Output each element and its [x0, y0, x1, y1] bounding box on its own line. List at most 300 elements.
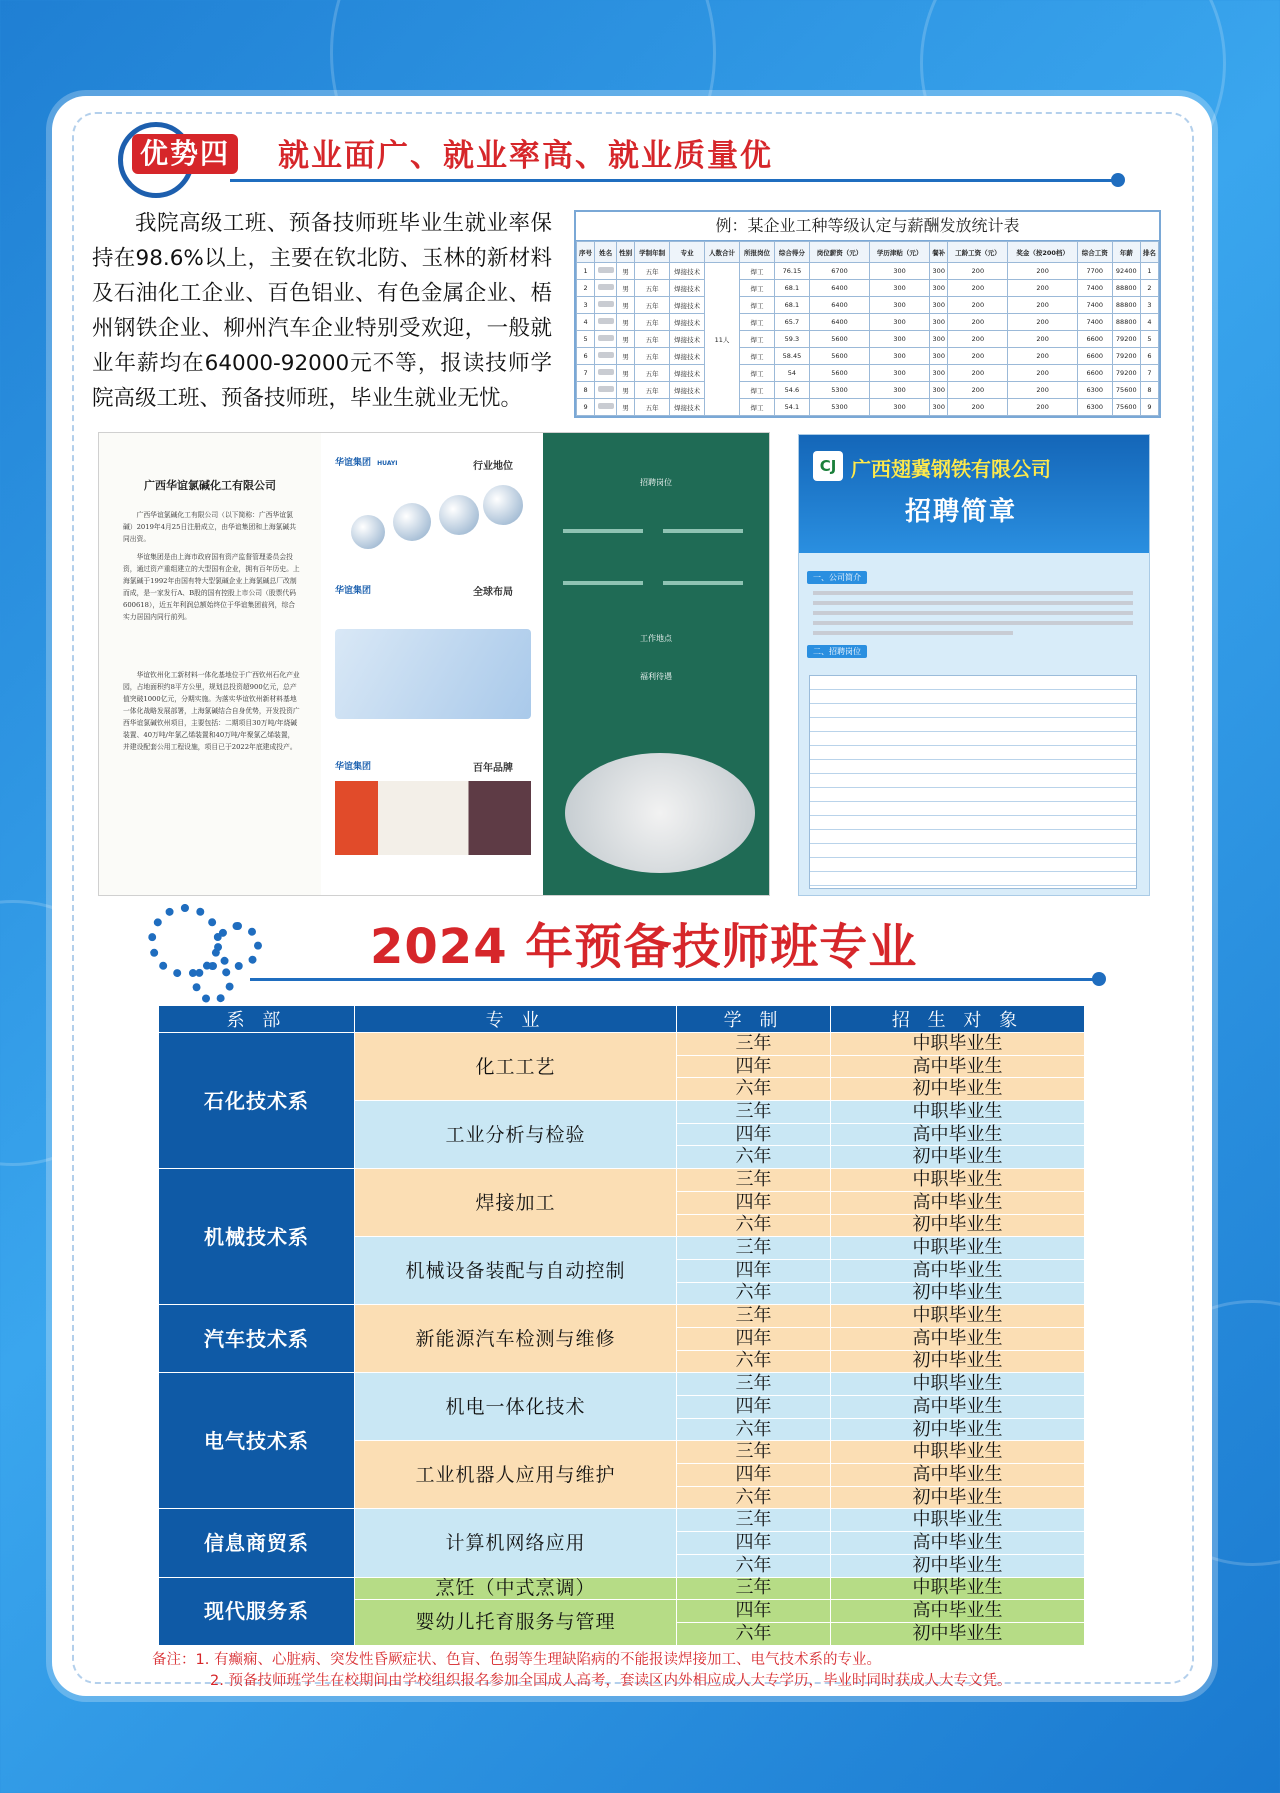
duration-cell: 六年	[677, 1214, 831, 1237]
duration-cell: 四年	[677, 1532, 831, 1555]
target-cell: 中职毕业生	[831, 1509, 1085, 1532]
target-cell: 初中毕业生	[831, 1350, 1085, 1373]
advantage-title: 就业面广、就业率高、就业质量优	[278, 138, 773, 174]
salary-header-cell: 性别	[617, 242, 635, 263]
salary-header-cell: 年薪	[1112, 242, 1140, 263]
world-map-graphic	[335, 629, 531, 719]
salary-cell: 300	[930, 297, 948, 314]
salary-cell: 200	[948, 399, 1008, 416]
salary-name-redacted	[595, 280, 617, 297]
salary-row	[577, 331, 1159, 348]
salary-cell: 焊工	[740, 399, 775, 416]
salary-cell: 男	[617, 365, 635, 382]
salary-cell: 7400	[1077, 314, 1112, 331]
duration-cell: 四年	[677, 1123, 831, 1146]
placeholder-line	[563, 529, 643, 533]
salary-row	[577, 297, 1159, 314]
steel-logo-icon: CJ	[813, 451, 843, 481]
salary-cell: 焊接技术	[670, 331, 705, 348]
duration-cell: 四年	[677, 1191, 831, 1214]
salary-cell: 7400	[1077, 297, 1112, 314]
salary-name-redacted	[595, 365, 617, 382]
duration-cell: 四年	[677, 1396, 831, 1419]
target-cell: 高中毕业生	[831, 1055, 1085, 1078]
target-cell: 高中毕业生	[831, 1396, 1085, 1419]
salary-cell: 4	[577, 314, 595, 331]
salary-cell: 300	[870, 382, 930, 399]
salary-cell: 5600	[809, 331, 869, 348]
target-cell: 中职毕业生	[831, 1441, 1085, 1464]
header-duration: 学 制	[677, 1006, 831, 1033]
target-cell: 初中毕业生	[831, 1078, 1085, 1101]
salary-row	[577, 399, 1159, 416]
salary-cell: 焊接技术	[670, 314, 705, 331]
salary-cell: 5600	[809, 365, 869, 382]
century-brand-heading: 百年品牌	[473, 763, 513, 774]
note-1	[152, 1650, 1011, 1671]
duration-cell: 三年	[677, 1237, 831, 1260]
note-1-text: 1. 有癫痫、心脏病、突发性昏厥症状、色盲、色弱等生理缺陷病的不能报读焊接加工、电气技术系的专业。	[195, 1652, 881, 1668]
target-cell: 中职毕业生	[831, 1237, 1085, 1260]
salary-cell: 焊工	[740, 348, 775, 365]
salary-cell: 6600	[1077, 331, 1112, 348]
salary-cell: 6	[1140, 348, 1158, 365]
salary-cell: 男	[617, 314, 635, 331]
target-cell: 高中毕业生	[831, 1123, 1085, 1146]
brochure-page-3	[543, 433, 769, 895]
salary-cell: 焊接技术	[670, 399, 705, 416]
salary-cell: 1	[577, 263, 595, 280]
steel-recruitment-image	[798, 434, 1150, 896]
major-cell: 烹饪（中式烹调）	[355, 1577, 677, 1600]
salary-cell: 54.1	[774, 399, 809, 416]
duration-cell: 六年	[677, 1418, 831, 1441]
office-photo	[565, 753, 755, 873]
major-cell: 计算机网络应用	[355, 1509, 677, 1577]
steel-ad-header	[799, 435, 1149, 553]
duration-cell: 六年	[677, 1146, 831, 1169]
major-cell: 机械设备装配与自动控制	[355, 1237, 677, 1305]
duration-cell: 四年	[677, 1055, 831, 1078]
salary-cell: 3	[1140, 297, 1158, 314]
salary-cell: 五年	[635, 331, 670, 348]
salary-cell: 88800	[1112, 280, 1140, 297]
brochure-page-2	[321, 433, 544, 895]
notes	[152, 1650, 1011, 1692]
program-row	[159, 1373, 1085, 1396]
duration-cell: 六年	[677, 1282, 831, 1305]
salary-cell: 300	[930, 365, 948, 382]
underline-dot-icon	[1111, 173, 1125, 187]
gear-icon	[192, 962, 234, 1004]
duration-cell: 六年	[677, 1078, 831, 1101]
industry-spheres-graphic	[341, 485, 527, 563]
target-cell: 中职毕业生	[831, 1101, 1085, 1124]
header-major: 专 业	[355, 1006, 677, 1033]
salary-cell: 200	[1008, 314, 1077, 331]
salary-cell: 92400	[1112, 263, 1140, 280]
salary-cell: 300	[930, 399, 948, 416]
salary-cell: 300	[870, 331, 930, 348]
program-row	[159, 1305, 1085, 1328]
placeholder-line	[663, 529, 743, 533]
global-layout-heading: 全球布局	[473, 587, 513, 598]
target-cell: 中职毕业生	[831, 1577, 1085, 1600]
major-cell: 工业机器人应用与维护	[355, 1441, 677, 1509]
salary-cell: 79200	[1112, 348, 1140, 365]
placeholder-line	[663, 581, 743, 585]
target-cell: 高中毕业生	[831, 1191, 1085, 1214]
duration-cell: 三年	[677, 1441, 831, 1464]
salary-cell: 焊工	[740, 365, 775, 382]
salary-cell: 五年	[635, 280, 670, 297]
salary-cell: 200	[948, 297, 1008, 314]
salary-header-cell: 岗位薪资（元）	[809, 242, 869, 263]
major-cell: 焊接加工	[355, 1169, 677, 1237]
target-cell: 初中毕业生	[831, 1486, 1085, 1509]
salary-cell: 焊接技术	[670, 348, 705, 365]
salary-cell: 7	[1140, 365, 1158, 382]
salary-header-cell: 排名	[1140, 242, 1158, 263]
duration-cell: 三年	[677, 1509, 831, 1532]
badge-label: 优势四	[132, 134, 238, 174]
salary-header-cell: 综合工资	[1077, 242, 1112, 263]
salary-cell: 200	[948, 382, 1008, 399]
salary-name-redacted	[595, 348, 617, 365]
salary-cell: 五年	[635, 365, 670, 382]
salary-cell: 焊工	[740, 331, 775, 348]
salary-cell: 5	[577, 331, 595, 348]
salary-cell: 焊接技术	[670, 280, 705, 297]
title-underline	[230, 179, 1116, 182]
salary-row	[577, 365, 1159, 382]
salary-cell: 200	[1008, 263, 1077, 280]
salary-cell: 焊接技术	[670, 365, 705, 382]
work-location-heading: 工作地点	[640, 634, 672, 643]
salary-cell: 88800	[1112, 314, 1140, 331]
department-cell: 信息商贸系	[159, 1509, 355, 1577]
placeholder-line	[563, 581, 643, 585]
brochure-page-1	[99, 433, 322, 895]
salary-header-cell: 学历津贴（元）	[870, 242, 930, 263]
steel-company-name: 广西翅冀钢铁有限公司	[851, 457, 1051, 481]
salary-cell: 8	[577, 382, 595, 399]
duration-cell: 三年	[677, 1577, 831, 1600]
salary-cell: 五年	[635, 297, 670, 314]
salary-cell: 200	[1008, 399, 1077, 416]
duration-cell: 三年	[677, 1169, 831, 1192]
salary-cell: 焊接技术	[670, 263, 705, 280]
note-2: 2. 预备技师班学生在校期间由学校组织报名参加全国成人高考，套读区内外相应成人大专学历，毕业时同时获成人大专文凭。	[210, 1673, 1012, 1689]
target-cell: 初中毕业生	[831, 1622, 1085, 1645]
salary-name-redacted	[595, 331, 617, 348]
salary-cell: 1	[1140, 263, 1158, 280]
salary-cell: 68.1	[774, 280, 809, 297]
brochure-company-title: 广西华谊氯碱化工有限公司	[144, 479, 276, 492]
salary-cell: 焊工	[740, 382, 775, 399]
salary-cell: 54.6	[774, 382, 809, 399]
note-label: 备注：	[152, 1652, 196, 1668]
salary-header-cell: 所报岗位	[740, 242, 775, 263]
target-cell: 初中毕业生	[831, 1554, 1085, 1577]
target-cell: 中职毕业生	[831, 1033, 1085, 1056]
major-cell: 化工工艺	[355, 1033, 677, 1101]
placeholder-line	[813, 591, 1133, 595]
huayi-brochure-image	[98, 432, 770, 896]
duration-cell: 三年	[677, 1305, 831, 1328]
salary-cell: 5300	[809, 399, 869, 416]
salary-cell: 75600	[1112, 399, 1140, 416]
salary-cell: 200	[948, 365, 1008, 382]
salary-cell: 9	[1140, 399, 1158, 416]
salary-cell: 3	[577, 297, 595, 314]
salary-cell: 五年	[635, 382, 670, 399]
salary-cell: 300	[930, 331, 948, 348]
salary-cell: 300	[870, 348, 930, 365]
salary-cell: 9	[577, 399, 595, 416]
salary-cell: 6600	[1077, 348, 1112, 365]
salary-cell: 300	[870, 263, 930, 280]
duration-cell: 三年	[677, 1033, 831, 1056]
salary-cell: 75600	[1112, 382, 1140, 399]
salary-cell: 5	[1140, 331, 1158, 348]
header-target: 招 生 对 象	[831, 1006, 1085, 1033]
huayi-logo	[335, 455, 398, 468]
duration-cell: 四年	[677, 1600, 831, 1623]
target-cell: 高中毕业生	[831, 1600, 1085, 1623]
salary-cell: 8	[1140, 382, 1158, 399]
salary-cell: 6	[577, 348, 595, 365]
header-department: 系 部	[159, 1006, 355, 1033]
huayi-logo-name: 华谊集团	[335, 458, 372, 468]
department-cell: 机械技术系	[159, 1169, 355, 1305]
salary-table-panel	[574, 210, 1161, 418]
industry-position-heading: 行业地位	[473, 461, 513, 472]
salary-name-redacted	[595, 399, 617, 416]
salary-cell: 焊工	[740, 297, 775, 314]
salary-row	[577, 263, 1159, 280]
salary-cell: 65.7	[774, 314, 809, 331]
salary-cell: 男	[617, 399, 635, 416]
major-cell: 机电一体化技术	[355, 1373, 677, 1441]
salary-cell: 6300	[1077, 399, 1112, 416]
target-cell: 初中毕业生	[831, 1418, 1085, 1441]
salary-cell: 300	[930, 263, 948, 280]
salary-name-redacted	[595, 297, 617, 314]
salary-cell: 200	[948, 280, 1008, 297]
salary-header-cell: 奖金（按200档）	[1008, 242, 1077, 263]
salary-cell: 男	[617, 331, 635, 348]
salary-name-redacted	[595, 263, 617, 280]
salary-cell: 11人	[705, 263, 740, 416]
duration-cell: 六年	[677, 1554, 831, 1577]
program-row	[159, 1169, 1085, 1192]
salary-header-cell: 序号	[577, 242, 595, 263]
salary-cell: 200	[1008, 382, 1077, 399]
salary-table	[576, 241, 1159, 416]
salary-cell: 200	[1008, 297, 1077, 314]
salary-cell: 6400	[809, 314, 869, 331]
target-cell: 初中毕业生	[831, 1214, 1085, 1237]
salary-cell: 5300	[809, 382, 869, 399]
salary-cell: 4	[1140, 314, 1158, 331]
duration-cell: 三年	[677, 1373, 831, 1396]
salary-cell: 59.3	[774, 331, 809, 348]
placeholder-line	[813, 631, 1013, 635]
target-cell: 高中毕业生	[831, 1259, 1085, 1282]
target-cell: 高中毕业生	[831, 1532, 1085, 1555]
salary-cell: 男	[617, 263, 635, 280]
placeholder-line	[813, 621, 1133, 625]
salary-cell: 300	[870, 314, 930, 331]
duration-cell: 三年	[677, 1101, 831, 1124]
salary-cell: 6700	[809, 263, 869, 280]
duration-cell: 六年	[677, 1350, 831, 1373]
salary-cell: 2	[577, 280, 595, 297]
salary-cell: 男	[617, 348, 635, 365]
employment-intro: 我院高级工班、预备技师班毕业生就业率保持在98.6%以上，主要在钦北防、玉林的新材料及石油化工企业、百色铝业、有色金属企业、梧州钢铁企业、柳州汽车企业特别受欢迎，一般就业年薪均在64000-92000元不等，报读技师学院高级工班、预备技师班，毕业生就业无忧。	[92, 211, 552, 411]
salary-row	[577, 348, 1159, 365]
program-row	[159, 1577, 1085, 1600]
steel-section-positions: 二、招聘岗位	[807, 645, 867, 658]
major-cell: 工业分析与检验	[355, 1101, 677, 1169]
salary-row	[577, 280, 1159, 297]
department-cell: 电气技术系	[159, 1373, 355, 1509]
salary-header-cell: 餐补	[930, 242, 948, 263]
salary-cell: 2	[1140, 280, 1158, 297]
salary-cell: 焊工	[740, 280, 775, 297]
program-row	[159, 1509, 1085, 1532]
salary-cell: 300	[930, 348, 948, 365]
salary-cell: 200	[948, 314, 1008, 331]
salary-cell: 200	[948, 348, 1008, 365]
salary-cell: 200	[1008, 331, 1077, 348]
salary-header-cell: 工龄工资（元）	[948, 242, 1008, 263]
salary-cell: 300	[930, 280, 948, 297]
duration-cell: 四年	[677, 1259, 831, 1282]
salary-cell: 68.1	[774, 297, 809, 314]
underline-dot-icon	[1092, 972, 1106, 986]
steel-headline: 招聘简章	[905, 497, 1018, 527]
program-row	[159, 1033, 1085, 1056]
salary-name-redacted	[595, 382, 617, 399]
salary-cell: 7	[577, 365, 595, 382]
programs-underline	[250, 978, 1100, 981]
huayi-logo-en: HUAYI	[377, 460, 398, 467]
brand-products-graphic	[335, 781, 531, 855]
salary-cell: 7400	[1077, 280, 1112, 297]
salary-cell: 五年	[635, 399, 670, 416]
salary-cell: 5600	[809, 348, 869, 365]
duration-cell: 六年	[677, 1622, 831, 1645]
brochure-text-2: 华谊集团是由上海市政府国有资产监督管理委员会投资，通过资产重组建立的大型国有企业，拥有百年历史。上海氯碱于1992年由国有特大型氯碱企业上海氯碱总厂改制而成，是一家发行A、B股的国有控股上市公司（股票代码600618），近五年利润总额始终位于华谊集团前列，综合实力居国内同行前列。	[123, 553, 300, 621]
salary-row	[577, 314, 1159, 331]
salary-cell: 男	[617, 297, 635, 314]
department-cell: 石化技术系	[159, 1033, 355, 1169]
salary-cell: 300	[870, 297, 930, 314]
salary-cell: 6400	[809, 297, 869, 314]
huayi-logo-2: 华谊集团	[335, 586, 372, 596]
salary-cell: 88800	[1112, 297, 1140, 314]
salary-cell: 79200	[1112, 365, 1140, 382]
target-cell: 初中毕业生	[831, 1282, 1085, 1305]
department-cell: 汽车技术系	[159, 1305, 355, 1373]
duration-cell: 四年	[677, 1464, 831, 1487]
programs-title: 2024 年预备技师班专业	[370, 919, 918, 975]
salary-header-cell: 专业	[670, 242, 705, 263]
salary-cell: 76.15	[774, 263, 809, 280]
salary-cell: 7700	[1077, 263, 1112, 280]
salary-cell: 五年	[635, 348, 670, 365]
brochure-text-3: 华谊钦州化工新材料一体化基地位于广西钦州石化产业园，占地面积约8平方公里，规划总投资超900亿元，总产值突破1000亿元，分期实施。为落实华谊钦州新材料基地一体化战略发展部署，上海氯碱结合自身优势，开发投资广西华谊氯碱钦州项目，主要包括：二期项目30万吨/年烧碱装置、40万吨/年氯乙烯装置和40万吨/年聚氯乙烯装置，并建设配套公用工程设施，项目已于2022年底建成投产。	[123, 671, 300, 751]
salary-cell: 200	[948, 331, 1008, 348]
salary-cell: 焊工	[740, 263, 775, 280]
target-cell: 中职毕业生	[831, 1305, 1085, 1328]
salary-cell: 五年	[635, 314, 670, 331]
salary-cell: 男	[617, 280, 635, 297]
salary-header-cell: 学制年制	[635, 242, 670, 263]
salary-cell: 54	[774, 365, 809, 382]
steel-section-intro: 一、公司简介	[807, 571, 867, 584]
salary-table-title: 例：某企业工种等级认定与薪酬发放统计表	[576, 212, 1159, 241]
huayi-logo-3: 华谊集团	[335, 762, 372, 772]
salary-header-cell: 综合得分	[774, 242, 809, 263]
salary-cell: 男	[617, 382, 635, 399]
target-cell: 高中毕业生	[831, 1464, 1085, 1487]
salary-cell: 焊接技术	[670, 297, 705, 314]
placeholder-line	[813, 601, 1133, 605]
salary-cell: 300	[870, 280, 930, 297]
department-cell: 现代服务系	[159, 1577, 355, 1645]
salary-cell: 焊接技术	[670, 382, 705, 399]
salary-name-redacted	[595, 314, 617, 331]
duration-cell: 四年	[677, 1327, 831, 1350]
advantage-badge	[118, 122, 246, 188]
salary-cell: 6300	[1077, 382, 1112, 399]
target-cell: 高中毕业生	[831, 1327, 1085, 1350]
salary-cell: 焊工	[740, 314, 775, 331]
salary-cell: 300	[870, 399, 930, 416]
salary-cell: 200	[948, 263, 1008, 280]
target-cell: 中职毕业生	[831, 1169, 1085, 1192]
brochure-text-1: 广西华谊氯碱化工有限公司（以下简称：广西华谊氯碱）2019年4月25日注册成立，由华谊集团和上海氯碱共同出资。	[123, 511, 297, 543]
target-cell: 初中毕业生	[831, 1146, 1085, 1169]
salary-cell: 300	[930, 314, 948, 331]
placeholder-line	[813, 611, 1133, 615]
salary-header-cell: 人数合计	[705, 242, 740, 263]
salary-cell: 6400	[809, 280, 869, 297]
salary-cell: 300	[870, 365, 930, 382]
salary-cell: 五年	[635, 263, 670, 280]
programs-table	[158, 1005, 1085, 1646]
salary-cell: 6600	[1077, 365, 1112, 382]
salary-cell: 200	[1008, 365, 1077, 382]
welfare-heading: 福利待遇	[640, 672, 672, 681]
major-cell: 婴幼儿托育服务与管理	[355, 1600, 677, 1645]
salary-cell: 79200	[1112, 331, 1140, 348]
steel-positions-table	[809, 675, 1137, 889]
salary-cell: 200	[1008, 280, 1077, 297]
salary-row	[577, 382, 1159, 399]
salary-header-cell: 姓名	[595, 242, 617, 263]
recruit-positions-heading: 招聘岗位	[640, 478, 672, 487]
duration-cell: 六年	[677, 1486, 831, 1509]
salary-cell: 200	[1008, 348, 1077, 365]
major-cell: 新能源汽车检测与维修	[355, 1305, 677, 1373]
target-cell: 中职毕业生	[831, 1373, 1085, 1396]
salary-cell: 58.45	[774, 348, 809, 365]
salary-cell: 300	[930, 382, 948, 399]
